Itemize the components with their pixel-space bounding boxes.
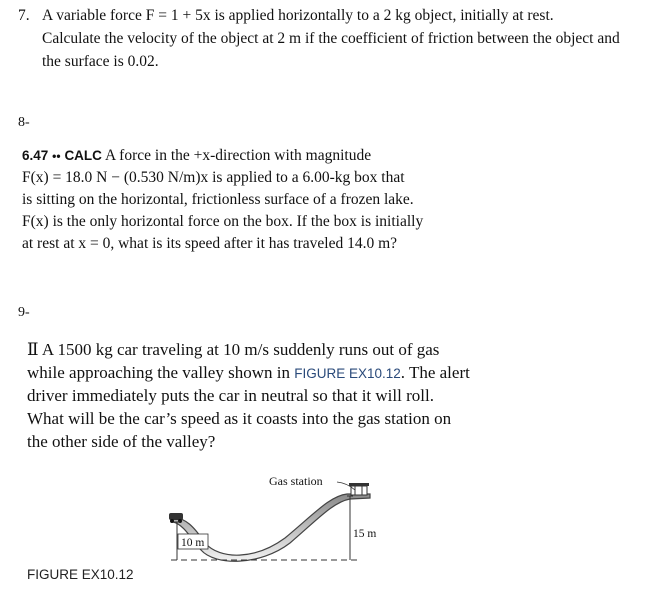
problem-7-number: 7. bbox=[18, 7, 30, 24]
figure-caption: FIGURE EX10.12 bbox=[27, 567, 134, 582]
problem-8-line-3: is sitting on the horizontal, frictionless surface of a frozen lake. bbox=[22, 191, 414, 208]
problem-9-line-5: the other side of the valley? bbox=[27, 432, 216, 451]
problem-9-line-2 bbox=[27, 361, 470, 385]
difficulty-mark: Ⅱ bbox=[27, 340, 39, 359]
problem-7-line-2: Calculate the velocity of the object at 2 m if the coefficient of friction between the object and bbox=[42, 30, 620, 47]
valley-figure bbox=[165, 468, 395, 573]
problem-8-line-1 bbox=[22, 145, 371, 167]
gas-station-icon bbox=[349, 483, 369, 495]
problem-9-label: 9- bbox=[18, 305, 30, 320]
valley-diagram bbox=[165, 468, 395, 568]
gas-station-label: Gas station bbox=[269, 474, 323, 488]
problem-9-line-4: What will be the car’s speed as it coasts into the gas station on bbox=[27, 409, 452, 428]
problem-8-line-5: at rest at x = 0, what is its speed after it has traveled 14.0 m? bbox=[22, 235, 398, 252]
calc-tag: CALC bbox=[64, 148, 102, 163]
problem-9-line-3: driver immediately puts the car in neutral so that it will roll. bbox=[27, 386, 434, 405]
problem-8-line-2: F(x) = 18.0 N − (0.530 N/m)x is applied to a 6.00-kg box that bbox=[22, 169, 405, 186]
difficulty-dots: •• bbox=[52, 149, 61, 163]
problem-8-number: 6.47 bbox=[22, 148, 49, 163]
problem-7-line-3: the surface is 0.02. bbox=[42, 53, 159, 70]
figure-reference: FIGURE EX10.12 bbox=[294, 366, 401, 381]
valley-ground bbox=[171, 494, 370, 561]
problem-7-line-1: A variable force F = 1 + 5x is applied horizontally to a 2 kg object, initially at rest. bbox=[42, 7, 554, 24]
problem-9-line-2-pre: while approaching the valley shown in bbox=[27, 363, 290, 382]
left-height-label: 10 m bbox=[181, 537, 205, 549]
right-height-label: 15 m bbox=[353, 528, 377, 540]
problem-8-label: 8- bbox=[18, 115, 30, 130]
problem-8-line-1-text: A force in the +x-direction with magnitude bbox=[104, 147, 372, 164]
problem-9-line-1 bbox=[27, 338, 439, 361]
problem-9-line-1-text: A 1500 kg car traveling at 10 m/s suddenly runs out of gas bbox=[41, 340, 440, 359]
problem-9-line-2-post: . The alert bbox=[400, 363, 470, 382]
problem-8-line-4: F(x) is the only horizontal force on the box. If the box is initially bbox=[22, 213, 424, 230]
